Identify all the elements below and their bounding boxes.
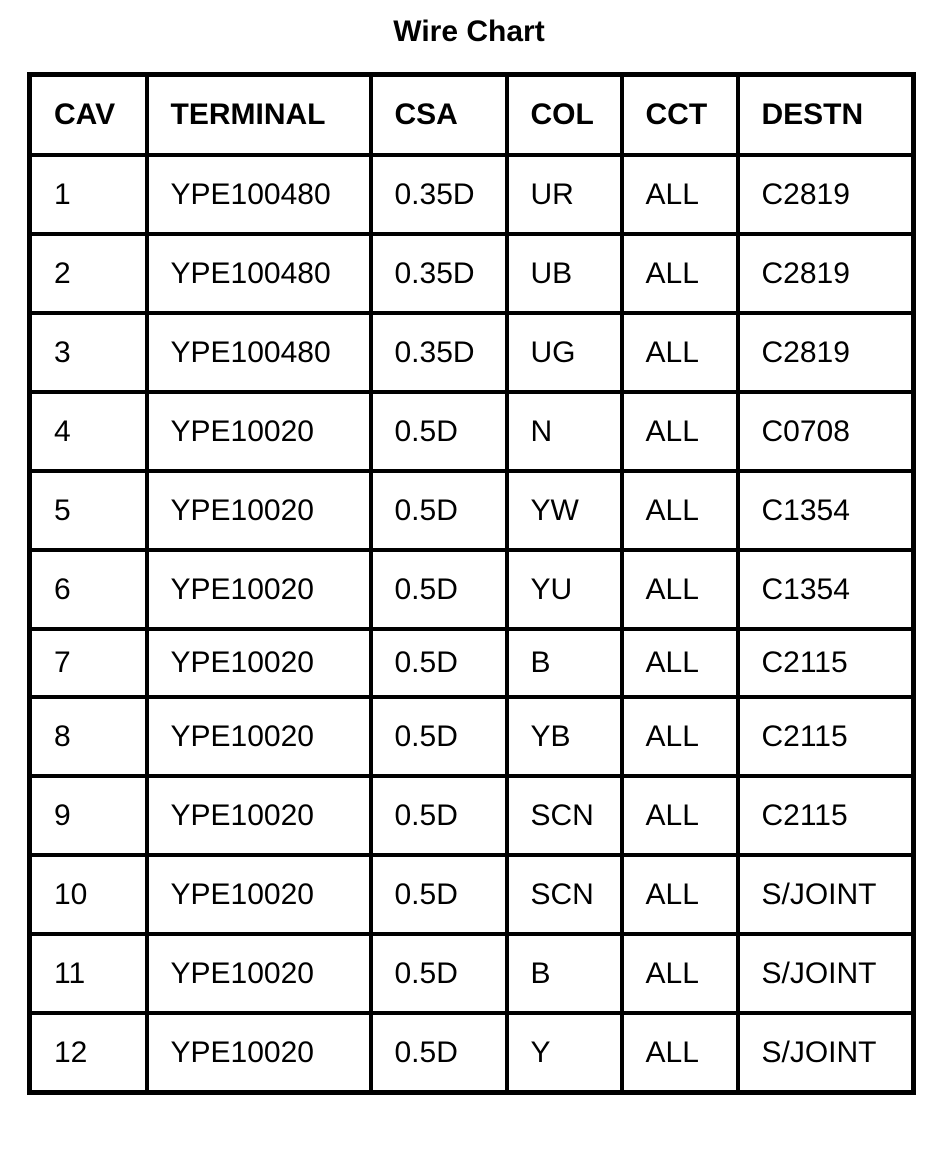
cell-cct: ALL (622, 697, 738, 776)
wire-chart-table (27, 72, 916, 1095)
cell-terminal: YPE10020 (147, 1013, 371, 1093)
cell-cct: ALL (622, 155, 738, 234)
cell-csa: 0.5D (371, 855, 507, 934)
cell-csa: 0.5D (371, 776, 507, 855)
table-row (30, 776, 914, 855)
table-row (30, 697, 914, 776)
cell-col: UB (507, 234, 622, 313)
cell-destn: C1354 (738, 471, 914, 550)
cell-csa: 0.5D (371, 629, 507, 697)
cell-cav: 2 (30, 234, 147, 313)
table-row (30, 1013, 914, 1093)
cell-destn: C2819 (738, 313, 914, 392)
cell-destn: C2819 (738, 155, 914, 234)
cell-cct: ALL (622, 313, 738, 392)
cell-cct: ALL (622, 234, 738, 313)
cell-cct: ALL (622, 550, 738, 629)
cell-col: YB (507, 697, 622, 776)
cell-cav: 11 (30, 934, 147, 1013)
column-header-destn: DESTN (738, 75, 914, 156)
cell-cav: 4 (30, 392, 147, 471)
cell-cct: ALL (622, 934, 738, 1013)
cell-cav: 6 (30, 550, 147, 629)
cell-col: UG (507, 313, 622, 392)
table-row (30, 313, 914, 392)
cell-cct: ALL (622, 855, 738, 934)
cell-destn: C2115 (738, 629, 914, 697)
page-title: Wire Chart (393, 15, 545, 48)
cell-col: B (507, 934, 622, 1013)
cell-destn: S/JOINT (738, 934, 914, 1013)
column-header-cav: CAV (30, 75, 147, 156)
table-row (30, 155, 914, 234)
cell-terminal: YPE10020 (147, 855, 371, 934)
cell-csa: 0.5D (371, 1013, 507, 1093)
cell-csa: 0.5D (371, 697, 507, 776)
cell-csa: 0.35D (371, 155, 507, 234)
cell-terminal: YPE10020 (147, 776, 371, 855)
cell-cav: 3 (30, 313, 147, 392)
cell-terminal: YPE100480 (147, 234, 371, 313)
cell-cav: 1 (30, 155, 147, 234)
cell-col: YU (507, 550, 622, 629)
cell-destn: C1354 (738, 550, 914, 629)
cell-csa: 0.35D (371, 234, 507, 313)
cell-terminal: YPE100480 (147, 155, 371, 234)
cell-terminal: YPE10020 (147, 697, 371, 776)
cell-destn: C0708 (738, 392, 914, 471)
cell-cav: 7 (30, 629, 147, 697)
cell-col: YW (507, 471, 622, 550)
table-row (30, 234, 914, 313)
cell-terminal: YPE10020 (147, 550, 371, 629)
table-row (30, 392, 914, 471)
cell-cct: ALL (622, 629, 738, 697)
cell-terminal: YPE100480 (147, 313, 371, 392)
table-header-row (30, 75, 914, 156)
cell-cav: 12 (30, 1013, 147, 1093)
cell-destn: S/JOINT (738, 1013, 914, 1093)
cell-col: N (507, 392, 622, 471)
column-header-terminal: TERMINAL (147, 75, 371, 156)
cell-col: B (507, 629, 622, 697)
cell-terminal: YPE10020 (147, 392, 371, 471)
cell-destn: C2115 (738, 697, 914, 776)
cell-cct: ALL (622, 392, 738, 471)
table-row (30, 934, 914, 1013)
table-row (30, 855, 914, 934)
cell-terminal: YPE10020 (147, 934, 371, 1013)
cell-cct: ALL (622, 776, 738, 855)
cell-cav: 10 (30, 855, 147, 934)
column-header-csa: CSA (371, 75, 507, 156)
cell-terminal: YPE10020 (147, 629, 371, 697)
cell-destn: S/JOINT (738, 855, 914, 934)
cell-csa: 0.5D (371, 392, 507, 471)
cell-cct: ALL (622, 1013, 738, 1093)
cell-csa: 0.5D (371, 471, 507, 550)
cell-col: Y (507, 1013, 622, 1093)
column-header-cct: CCT (622, 75, 738, 156)
cell-terminal: YPE10020 (147, 471, 371, 550)
table-row (30, 629, 914, 697)
cell-cav: 5 (30, 471, 147, 550)
cell-cav: 8 (30, 697, 147, 776)
column-header-col: COL (507, 75, 622, 156)
cell-col: UR (507, 155, 622, 234)
cell-col: SCN (507, 855, 622, 934)
cell-col: SCN (507, 776, 622, 855)
cell-csa: 0.35D (371, 313, 507, 392)
cell-destn: C2819 (738, 234, 914, 313)
table-row (30, 550, 914, 629)
table-row (30, 471, 914, 550)
cell-cav: 9 (30, 776, 147, 855)
cell-csa: 0.5D (371, 934, 507, 1013)
cell-csa: 0.5D (371, 550, 507, 629)
cell-destn: C2115 (738, 776, 914, 855)
cell-cct: ALL (622, 471, 738, 550)
